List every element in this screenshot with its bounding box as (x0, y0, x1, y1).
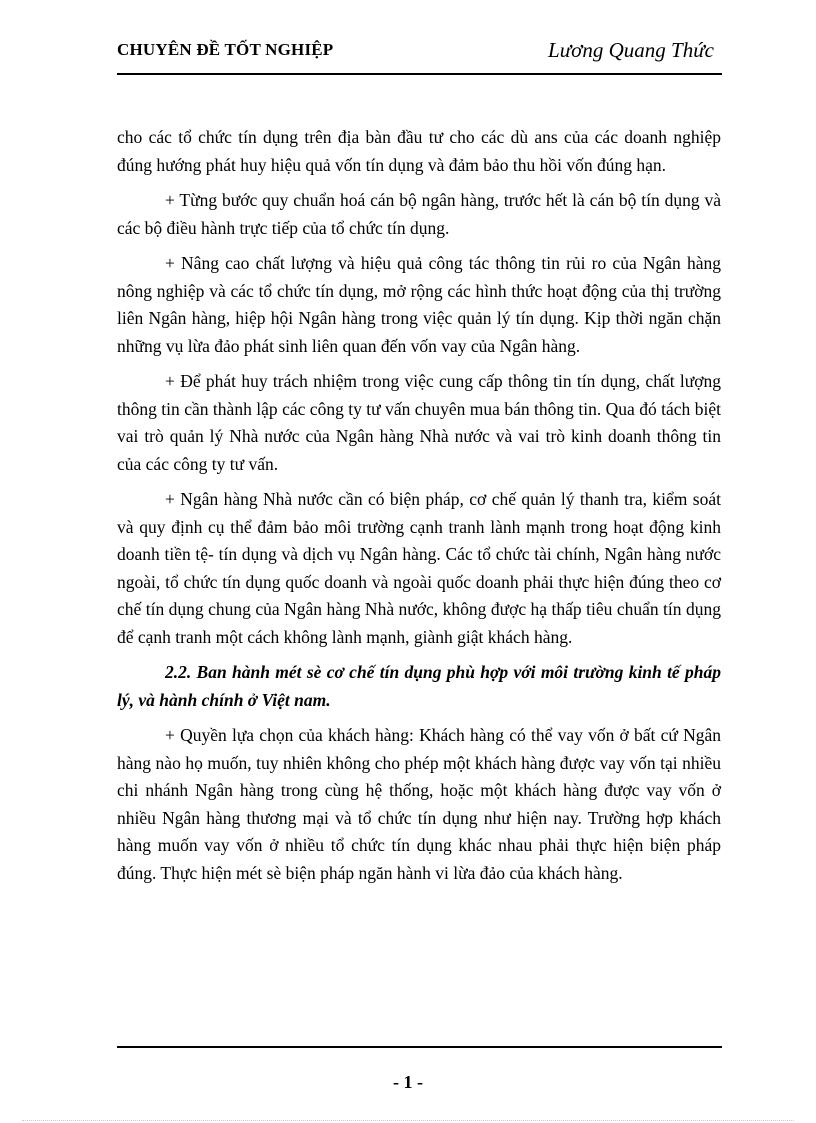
page-bottom-edge (22, 1120, 794, 1121)
section-heading: 2.2. Ban hành mét sè cơ chế tín dụng phù hợp với môi trường kinh tế pháp lý, và hành chính ở Việt nam. (117, 662, 721, 710)
paragraph: cho các tổ chức tín dụng trên địa bàn đầu tư cho các dù ans của các doanh nghiệp đúng hướng phát huy hiệu quả vốn tín dụng và đảm bảo thu hồi vốn đúng hạn. (117, 127, 721, 175)
paragraph: + Để phát huy trách nhiệm trong việc cung cấp thông tin tín dụng, chất lượng thông tin cần thành lập các công ty tư vấn chuyên mua bán thông tin. Qua đó tách biệt vai trò quản lý Nhà nước của Ngân hàng Nhà nước và vai trò kinh doanh thông tin của các công ty tư vấn. (117, 371, 721, 474)
header-title: CHUYÊN ĐỀ TỐT NGHIỆP (117, 40, 334, 59)
paragraph: + Nâng cao chất lượng và hiệu quả công tác thông tin rủi ro của Ngân hàng nông nghiệp và các tổ chức tín dụng, mở rộng các hình thức hoạt động của thị trường liên Ngân hàng, hiệp hội Ngân hàng trong việc quản lý tín dụng. Kịp thời ngăn chặn những vụ lừa đảo phát sinh liên quan đến vốn vay của Ngân hàng. (117, 253, 721, 356)
header-author: Lương Quang Thức (548, 38, 714, 62)
footer-divider (117, 1046, 722, 1048)
header-divider (117, 73, 722, 75)
document-body (117, 124, 721, 895)
paragraph: + Ngân hàng Nhà nước cần có biện pháp, cơ chế quản lý thanh tra, kiểm soát và quy định cụ thể đảm bảo môi trường cạnh tranh lành mạnh trong hoạt động kinh doanh tiền tệ- tín dụng và dịch vụ Ngân hàng. Các tổ chức tài chính, Ngân hàng nước ngoài, tổ chức tín dụng quốc doanh và ngoài quốc doanh phải thực hiện đúng theo cơ chế tín dụng chung của Ngân hàng Nhà nước, không được hạ thấp tiêu chuẩn tín dụng để cạnh tranh một cách không lành mạnh, giành giật khách hàng. (117, 489, 721, 647)
page-number: - 1 - (393, 1072, 423, 1092)
paragraph: + Quyền lựa chọn của khách hàng: Khách hàng có thể vay vốn ở bất cứ Ngân hàng nào họ muốn, tuy nhiên không cho phép một khách hàng được vay vốn tại nhiều chi nhánh Ngân hàng trong cùng hệ thống, hoặc một khách hàng được vay vốn ở nhiều Ngân hàng thương mại và tổ chức tín dụng như hiện nay. Trường hợp khách hàng muốn vay vốn ở nhiều tổ chức tín dụng khác nhau phải thực hiện biện pháp đúng. Thực hiện mét sè biện pháp ngăn hành vi lừa đảo của khách hàng. (117, 725, 721, 883)
paragraph: + Từng bước quy chuẩn hoá cán bộ ngân hàng, trước hết là cán bộ tín dụng và các bộ điều hành trực tiếp của tổ chức tín dụng. (117, 190, 721, 238)
page-header (117, 36, 722, 76)
